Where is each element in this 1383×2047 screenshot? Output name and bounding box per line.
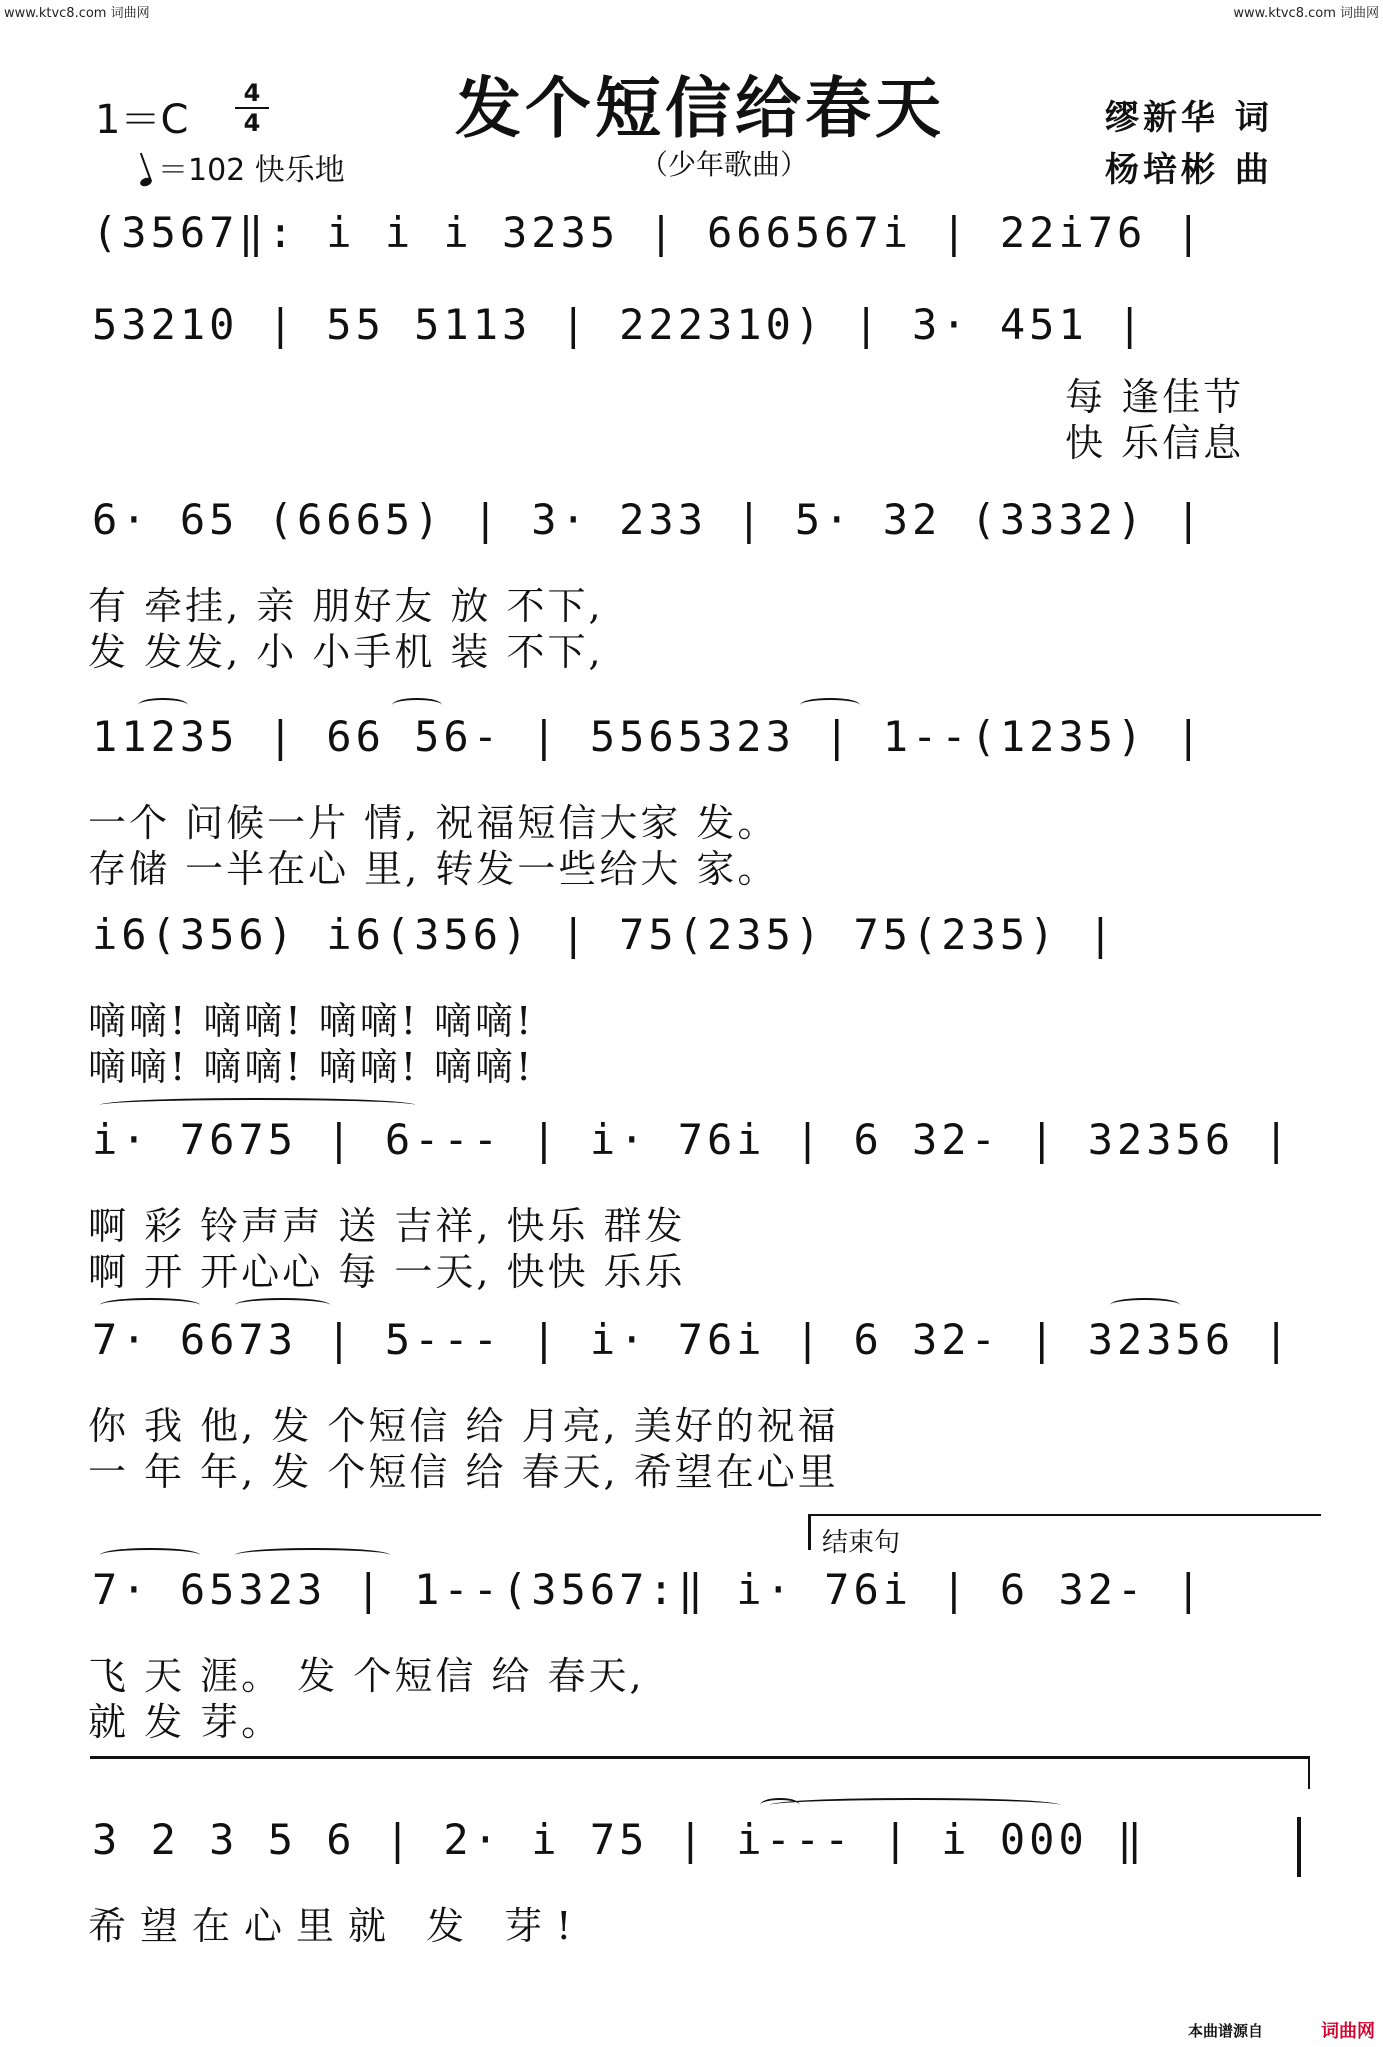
time-signature: [235, 80, 269, 136]
lyric-row-5-verse-1: 嘀嘀! 嘀嘀! 嘀嘀! 嘀嘀!: [88, 999, 535, 1043]
tie-mark: [392, 698, 442, 712]
composer-credit: 杨培彬 曲: [1105, 150, 1273, 190]
final-barline: [1297, 1817, 1301, 1877]
tie-mark: [100, 1098, 415, 1112]
tie-mark: [235, 1298, 330, 1312]
lyric-row-6-verse-1: 啊 彩 铃声声 送 吉祥, 快乐 群发: [88, 1204, 686, 1248]
score-row-2: 53210 | 55 5113 | 222310) | 3· 451 |: [92, 300, 1147, 349]
lyric-row-5-verse-2: 嘀嘀! 嘀嘀! 嘀嘀! 嘀嘀!: [88, 1045, 535, 1089]
lyric-row-2-verse-2: 快 乐信息: [1065, 421, 1245, 465]
score-row-8: 7· 65323 | 1--(3567:‖ i· 76i | 6 32- |: [92, 1565, 1205, 1614]
footer-source-text: 本曲谱源自: [1187, 2022, 1263, 2040]
key-signature: 1＝C: [95, 97, 189, 143]
score-row-7: 7· 6673 | 5--- | i· 76i | 6 32- | 32356 |: [92, 1315, 1293, 1364]
score-row-5: i6(356) i6(356) | 75(235) 75(235) |: [92, 910, 1118, 959]
tempo-text: ＝102 快乐地: [158, 153, 345, 188]
score-row-9: 3 2 3 5 6 | 2· i 75 | i--- | i 000 ‖: [92, 1815, 1147, 1864]
tie-mark: [235, 1548, 390, 1562]
lyric-row-9: 希望在心里就 发 芽!: [88, 1904, 586, 1948]
lyric-row-6-verse-2: 啊 开 开心心 每 一天, 快快 乐乐: [88, 1250, 686, 1294]
quarter-note-icon: [139, 176, 153, 188]
score-row-3: 6· 65 (6665) | 3· 233 | 5· 32 (3332) |: [92, 495, 1205, 544]
tie-mark: [100, 1548, 200, 1562]
lyric-row-2-verse-1: 每 逢佳节: [1065, 375, 1245, 419]
footer-logo[interactable]: 词曲网: [1321, 2021, 1375, 2042]
score-row-1: (3567‖: i i i 3235 | 666567i | 22i76 |: [92, 208, 1205, 257]
lyric-row-7-verse-2: 一 年 年, 发 个短信 给 春天, 希望在心里: [88, 1450, 839, 1494]
song-title: 发个短信给春天: [455, 69, 945, 147]
tie-mark: [100, 1298, 200, 1312]
lyric-row-4-verse-2: 存储 一半在心 里, 转发一些给大 家。: [88, 847, 779, 891]
site-url-left[interactable]: www.ktvc8.com 词曲网: [4, 6, 150, 21]
score-row-6: i· 7675 | 6--- | i· 76i | 6 32- | 32356 |: [92, 1115, 1293, 1164]
tie-mark: [138, 698, 188, 712]
lyric-row-8-verse-1: 飞 天 涯。 发 个短信 给 春天,: [88, 1654, 645, 1698]
coda-bracket: [90, 1756, 1310, 1789]
ending-label: 结束句: [822, 1528, 901, 1558]
lyric-row-3-verse-1: 有 牵挂, 亲 朋好友 放 不下,: [88, 584, 604, 628]
tie-mark: [1110, 1298, 1180, 1312]
score-row-4: 11235 | 66 56- | 5565323 | 1--(1235) |: [92, 712, 1205, 761]
song-subtitle: （少年歌曲）: [640, 148, 809, 181]
lyric-row-7-verse-1: 你 我 他, 发 个短信 给 月亮, 美好的祝福: [88, 1404, 839, 1448]
lyric-row-4-verse-1: 一个 问候一片 情, 祝福短信大家 发。: [88, 801, 779, 845]
tempo-marking: [140, 145, 345, 189]
lyric-row-3-verse-2: 发 发发, 小 小手机 装 不下,: [88, 630, 604, 674]
time-signature-bottom: 4: [243, 109, 261, 137]
tie-mark: [800, 698, 860, 712]
lyric-row-8-verse-2: 就 发 芽。: [88, 1700, 283, 1744]
lyricist-credit: 缪新华 词: [1105, 98, 1273, 138]
tie-mark: [770, 1798, 1060, 1812]
site-url-right[interactable]: www.ktvc8.com 词曲网: [1233, 6, 1379, 21]
time-signature-top: 4: [243, 79, 261, 107]
